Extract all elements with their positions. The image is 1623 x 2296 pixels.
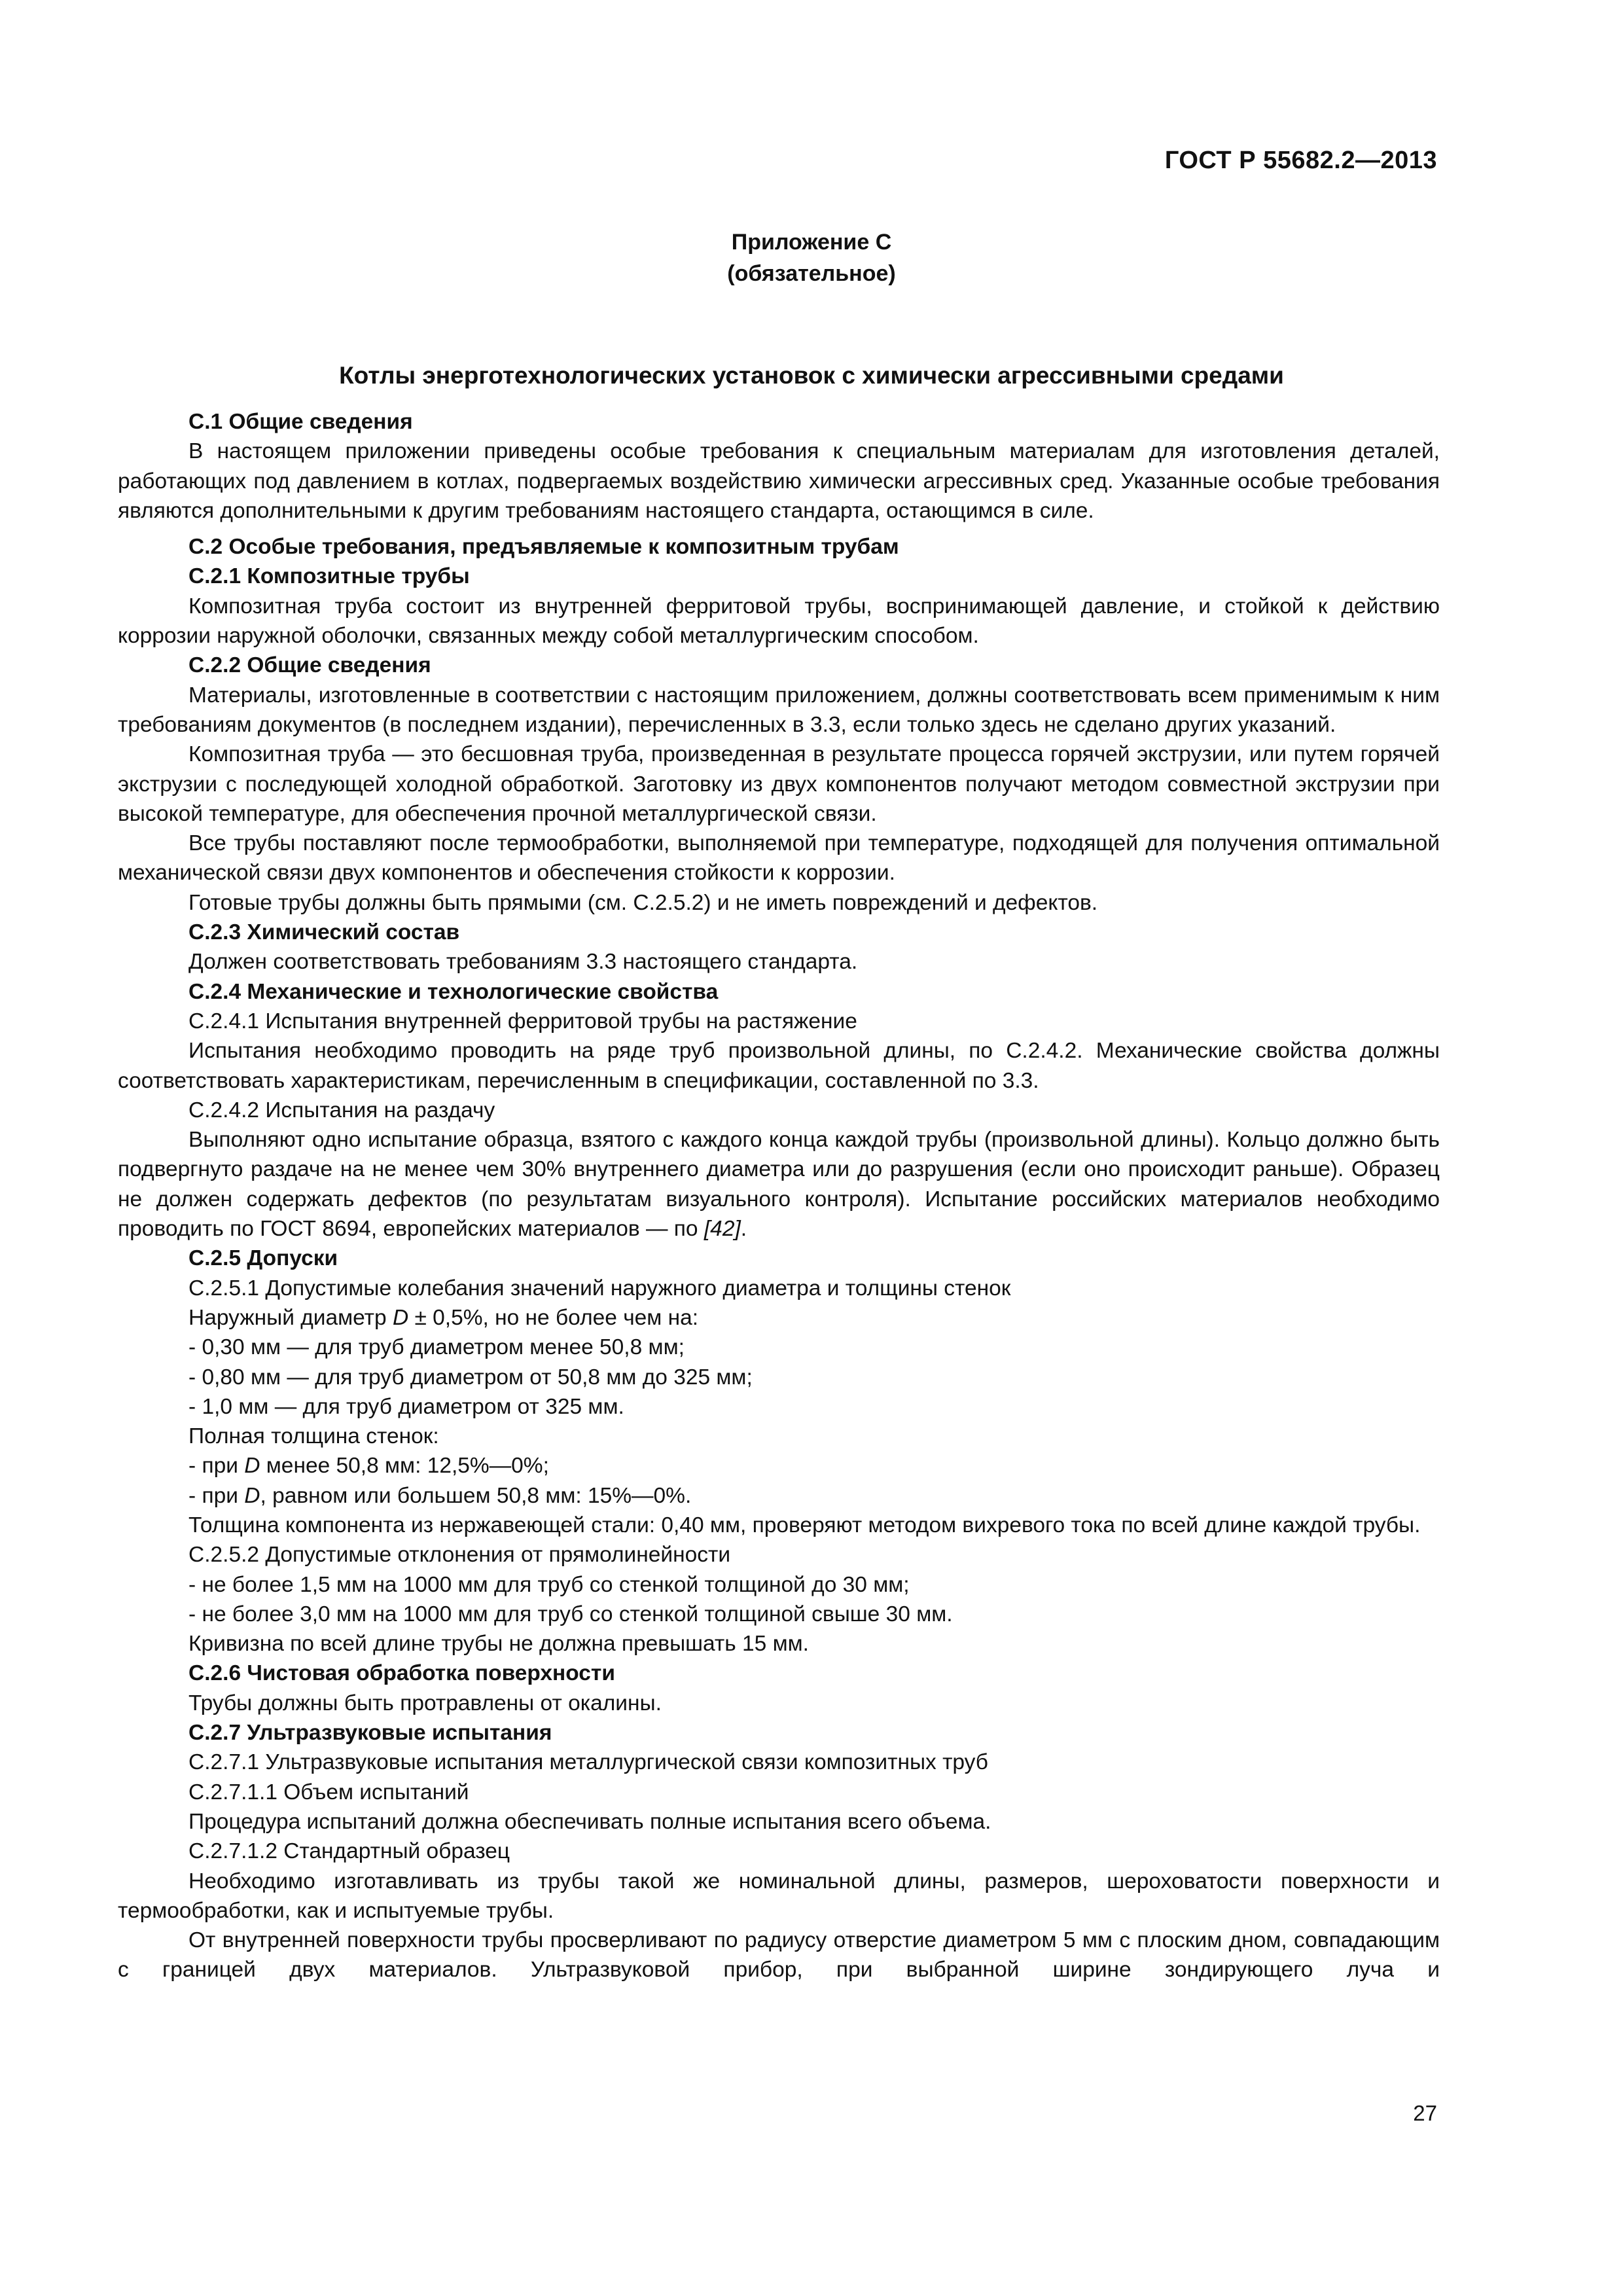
paragraph: Трубы должны быть протравлены от окалины. [188,1691,662,1715]
paragraph: Композитная труба состоит из внутренней ферритовой трубы, воспринимающей давление, и стойкой к действию коррозии наружной оболочки, связанных между собой металлургическим способом. [118,594,1440,649]
document-body [118,407,1440,1985]
paragraph: Материалы, изготовленные в соответствии с настоящим приложением, должны соответствовать всем применимым к ним требованиям документов (в последнем издании), перечисленных в 3.3, если только здесь не сделано других указаний. [118,683,1440,737]
document-title: Котлы энерготехнологических установок с химически агрессивными средами [339,362,1284,389]
clause-heading: С.2.7.1.2 Стандартный образец [188,1839,510,1864]
paragraph: Все трубы поставляют после термообработки, выполняемой при температуре, подходящей для получения оптимальной механической связи двух компонентов и обеспечения стойкости к коррозии. [118,831,1440,886]
paragraph: Необходимо изготавливать из трубы такой же номинальной длины, размеров, шероховатости поверхности и термообработки, как и испытуемые трубы. [118,1869,1440,1923]
paragraph [118,1125,1440,1244]
annex-label: Приложение С [731,230,892,255]
annex-header [0,226,1623,289]
paragraph: Испытания необходимо проводить на ряде труб произвольной длины, по С.2.4.2. Механические свойства должны соответствовать характеристикам, перечисленным в спецификации, составленной по 3.3. [118,1039,1440,1093]
text-run: ± 0,5%, но не более чем на: [408,1305,699,1330]
text-run: - при [188,1483,245,1508]
list-item [118,1481,1440,1511]
subsection-heading: С.2.6 Чистовая обработка поверхности [188,1661,615,1686]
clause-heading: С.2.4.1 Испытания внутренней ферритовой трубы на растяжение [188,1009,857,1033]
list-item: - 1,0 мм — для труб диаметром от 325 мм. [188,1394,624,1419]
paragraph: Композитная труба — это бесшовная труба, произведенная в результате процесса горячей экструзии, или путем горячей экструзии с последующей холодной обработкой. Заготовку из двух компонентов получают методом совместной экструзии при высокой температуре, для обеспечения прочной металлургической связи. [118,742,1440,826]
paragraph-text: Выполняют одно испытание образца, взятого с каждого конца каждой трубы (произвольной длины). Кольцо должно быть подвергнуто раздаче на не менее чем 30% внутреннего диаметра или до разрушения (если оно происходит раньше). Образец не должен содержать дефектов (по результатам визуального контроля). Испытание российских материалов необходимо проводить по ГОСТ 8694, европейских материалов — по [118,1128,1440,1242]
symbol-d: D [244,1454,260,1479]
list-item: - не более 1,5 мм на 1000 мм для труб со стенкой толщиной до 30 мм; [188,1572,910,1597]
list-item [118,1451,1440,1480]
paragraph: Должен соответствовать требованиям 3.3 настоящего стандарта. [188,950,858,975]
paragraph [118,1303,1440,1333]
subsection-heading: С.2.1 Композитные трубы [188,564,470,589]
paragraph: От внутренней поверхности трубы просверливают по радиусу отверстие диаметром 5 мм с плоским дном, совпадающим с границей двух материалов. Ультразвуковой прибор, при выбранной ширине зондирующего луча и [118,1928,1440,1982]
subsection-heading: С.2.5 Допуски [188,1246,338,1271]
clause-heading: С.2.4.2 Испытания на раздачу [188,1098,495,1122]
symbol-d: D [244,1483,260,1508]
clause-heading: С.2.7.1.1 Объем испытаний [188,1780,469,1804]
text-run: , равном или большем 50,8 мм: 15%—0%. [260,1483,692,1508]
paragraph-end: . [740,1217,747,1242]
paragraph: Толщина компонента из нержавеющей стали: 0,40 мм, проверяют методом вихревого тока по всей длине каждой трубы. [188,1513,1421,1537]
subsection-heading: С.2.4 Механические и технологические свойства [188,979,719,1004]
subsection-heading: С.2.3 Химический состав [188,920,460,945]
paragraph: Процедура испытаний должна обеспечивать полные испытания всего объема. [188,1809,991,1834]
paragraph: Готовые трубы должны быть прямыми (см. С.2.5.2) и не иметь повреждений и дефектов. [188,890,1098,915]
text-run: - при [188,1454,245,1479]
list-item: - не более 3,0 мм на 1000 мм для труб со стенкой толщиной свыше 30 мм. [188,1602,953,1626]
text-run: Наружный диаметр [188,1305,393,1330]
annex-status: (обязательное) [727,261,896,286]
symbol-d: D [392,1305,409,1330]
section-heading: С.1 Общие сведения [188,410,413,434]
clause-heading: С.2.5.2 Допустимые отклонения от прямолинейности [188,1543,731,1568]
clause-heading: С.2.7.1 Ультразвуковые испытания металлургической связи композитных труб [188,1750,988,1775]
paragraph: Кривизна по всей длине трубы не должна превышать 15 мм. [188,1632,809,1657]
page-number: 27 [1413,2101,1437,2125]
list-item: - 0,80 мм — для труб диаметром от 50,8 мм до 325 мм; [188,1365,753,1390]
subsection-heading: С.2.2 Общие сведения [188,653,431,678]
reference-link: [42] [704,1217,741,1242]
section-heading: С.2 Особые требования, предъявляемые к композитным трубам [188,535,899,560]
standard-code: ГОСТ Р 55682.2—2013 [1164,147,1437,174]
clause-heading: С.2.5.1 Допустимые колебания значений наружного диаметра и толщины стенок [188,1276,1011,1300]
text-run: менее 50,8 мм: 12,5%—0%; [260,1454,549,1479]
subsection-heading: С.2.7 Ультразвуковые испытания [188,1721,552,1746]
paragraph: В настоящем приложении приведены особые требования к специальным материалам для изготовления деталей, работающих под давлением в котлах, подвергаемых воздействию химически агрессивных сред. Указанные особые требования являются дополнительными к другим требованиям настоящего стандарта, остающимся в силе. [118,439,1440,523]
paragraph: Полная толщина стенок: [188,1424,439,1449]
list-item: - 0,30 мм — для труб диаметром менее 50,8 мм; [188,1335,685,1360]
